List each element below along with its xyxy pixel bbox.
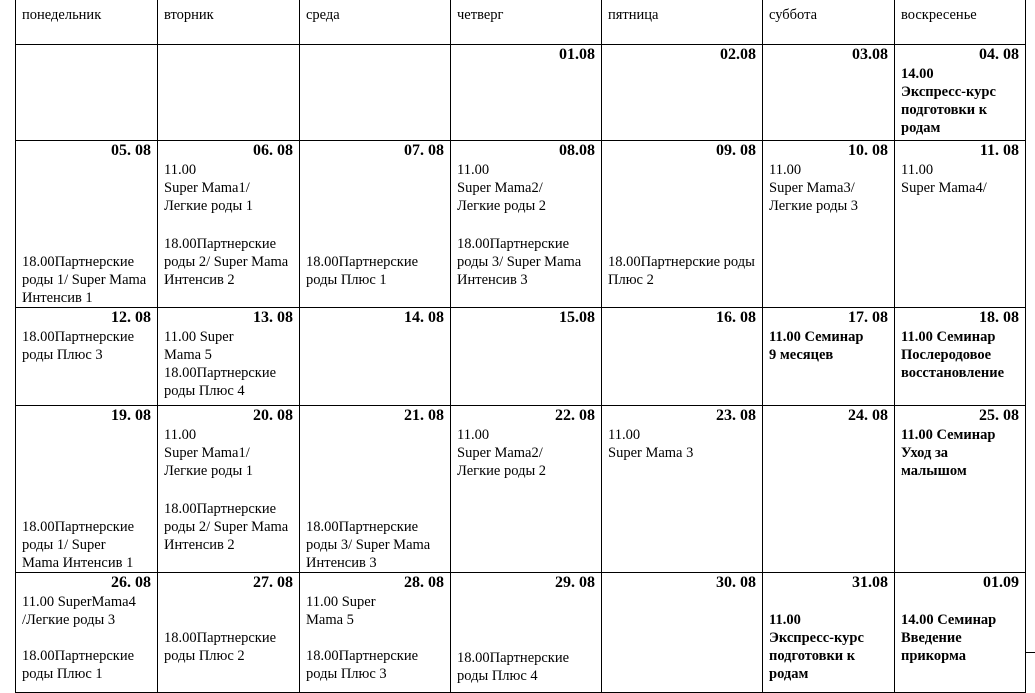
day-date: 20. 08	[253, 407, 293, 424]
event-text-evening: 18.00Партнерские роды 3/ Super Mama Интенсив 3	[306, 519, 431, 571]
calendar-table	[15, 0, 1026, 693]
week-row	[16, 573, 1026, 693]
event-text-evening: 18.00Партнерские роды Плюс 4	[457, 650, 570, 684]
weekday-header: среда	[300, 0, 451, 45]
day-date: 15.08	[559, 309, 595, 326]
day-date: 04. 08	[979, 46, 1019, 63]
day-date: 31.08	[852, 574, 888, 591]
event-text-evening: 18.00Партнерские роды Плюс 1	[22, 648, 135, 682]
day-cell	[16, 141, 158, 308]
event-text-evening: 18.00Партнерские роды 1/ Super Mama Интенсив 1	[22, 519, 135, 571]
day-cell	[16, 45, 158, 141]
day-date: 12. 08	[111, 309, 151, 326]
event-text-evening: 11.00 Экспресс-курс подготовки к родам	[769, 612, 864, 682]
day-date: 13. 08	[253, 309, 293, 326]
day-cell	[602, 141, 763, 308]
day-date: 10. 08	[848, 142, 888, 159]
week-row	[16, 406, 1026, 573]
day-cell	[158, 45, 300, 141]
day-date: 02.08	[720, 46, 756, 63]
event-text: 11.00 Super Mama3/ Легкие роды 3	[769, 162, 859, 214]
day-cell	[895, 573, 1026, 693]
day-date	[22, 45, 153, 65]
event-text: 11.00 Super Mama 3	[608, 427, 694, 461]
day-date	[306, 45, 446, 65]
event-text: 11.00 Super Mama1/ Легкие роды 1	[164, 162, 254, 214]
day-cell	[763, 573, 895, 693]
event-text-evening: 18.00Партнерские роды 2/ Super Mama Интенсив 2	[164, 236, 289, 288]
day-date: 25. 08	[979, 407, 1019, 424]
weekday-header: вторник	[158, 0, 300, 45]
week-row	[16, 308, 1026, 406]
day-date: 01.09	[983, 574, 1019, 591]
day-cell	[895, 141, 1026, 308]
day-cell	[158, 308, 300, 406]
day-date: 19. 08	[111, 407, 151, 424]
day-date: 23. 08	[716, 407, 756, 424]
day-cell	[300, 45, 451, 141]
event-text: 11.00 Super Mama1/ Легкие роды 1	[164, 427, 254, 479]
day-cell	[300, 573, 451, 693]
weekday-header: пятница	[602, 0, 763, 45]
day-date: 08.08	[559, 142, 595, 159]
event-text: 11.00 Семинар Послеродовое восстановление	[901, 329, 1005, 381]
event-text-evening: 18.00Партнерские роды 1/ Super Mama Интенсив 1	[22, 254, 147, 306]
day-cell	[763, 45, 895, 141]
week-row	[16, 141, 1026, 308]
day-cell	[16, 406, 158, 573]
day-cell	[158, 573, 300, 693]
day-cell	[602, 406, 763, 573]
day-date: 07. 08	[404, 142, 444, 159]
day-date: 26. 08	[111, 574, 151, 591]
day-date: 18. 08	[979, 309, 1019, 326]
day-date: 06. 08	[253, 142, 293, 159]
day-cell	[16, 308, 158, 406]
event-text: 11.00 Super Mama 5	[306, 594, 376, 628]
weekday-header: понедельник	[16, 0, 158, 45]
day-cell	[895, 45, 1026, 141]
event-text-evening: 18.00Партнерские роды Плюс 1	[306, 254, 419, 288]
day-cell	[300, 406, 451, 573]
weekday-header: воскресенье	[895, 0, 1026, 45]
day-date	[164, 45, 295, 65]
event-text-evening: 18.00Партнерские роды Плюс 3	[306, 648, 419, 682]
day-cell	[451, 406, 602, 573]
day-date: 29. 08	[555, 574, 595, 591]
event-text: 11.00 Super Mama4/	[901, 162, 987, 196]
day-cell	[895, 308, 1026, 406]
event-text: 11.00 Super Mama2/ Легкие роды 2	[457, 162, 547, 214]
day-cell	[300, 308, 451, 406]
event-text-evening: 18.00Партнерские роды Плюс 3	[22, 329, 135, 363]
day-date: 17. 08	[848, 309, 888, 326]
weekday-header-row	[16, 0, 1026, 45]
day-cell	[763, 141, 895, 308]
day-cell	[602, 308, 763, 406]
day-cell	[763, 406, 895, 573]
event-text: 11.00 Super Mama2/ Легкие роды 2	[457, 427, 547, 479]
day-cell	[158, 141, 300, 308]
day-date: 03.08	[852, 46, 888, 63]
day-date: 22. 08	[555, 407, 595, 424]
day-date: 28. 08	[404, 574, 444, 591]
day-date: 14. 08	[404, 309, 444, 326]
day-date: 01.08	[559, 46, 595, 63]
event-text: 11.00 Семинар 9 месяцев	[769, 329, 864, 363]
day-date: 16. 08	[716, 309, 756, 326]
day-date: 30. 08	[716, 574, 756, 591]
day-date: 05. 08	[111, 142, 151, 159]
day-cell	[451, 573, 602, 693]
week-row	[16, 45, 1026, 141]
day-cell	[451, 141, 602, 308]
event-text-evening: 18.00Партнерские роды Плюс 2	[608, 254, 755, 288]
event-text: 14.00 Экспресс-курс подготовки к родам	[901, 66, 996, 136]
day-cell	[763, 308, 895, 406]
weekday-header: суббота	[763, 0, 895, 45]
table-corner-line	[1025, 652, 1035, 653]
day-cell	[300, 141, 451, 308]
day-date: 21. 08	[404, 407, 444, 424]
day-date: 11. 08	[979, 142, 1019, 159]
day-date: 24. 08	[848, 407, 888, 424]
event-text: 11.00 Семинар Уход за малышом	[901, 427, 996, 479]
event-text-evening: 18.00Партнерские роды 3/ Super Mama Интенсив 3	[457, 236, 582, 288]
day-cell	[158, 406, 300, 573]
day-cell	[895, 406, 1026, 573]
event-text-evening: 18.00Партнерские роды Плюс 2	[164, 630, 277, 664]
day-date: 09. 08	[716, 142, 756, 159]
day-cell	[451, 45, 602, 141]
day-date: 27. 08	[253, 574, 293, 591]
day-cell	[16, 573, 158, 693]
event-text-evening: 18.00Партнерские роды 2/ Super Mama Интенсив 2	[164, 501, 289, 553]
event-text-evening: 14.00 Семинар Введение прикорма	[901, 612, 997, 664]
day-cell	[602, 573, 763, 693]
day-cell	[602, 45, 763, 141]
event-text: 11.00 Super Mama 5 18.00Партнерские роды Плюс 4	[164, 329, 277, 399]
weekday-header: четверг	[451, 0, 602, 45]
event-text: 11.00 SuperMama4 /Легкие роды 3	[22, 594, 136, 628]
day-cell	[451, 308, 602, 406]
